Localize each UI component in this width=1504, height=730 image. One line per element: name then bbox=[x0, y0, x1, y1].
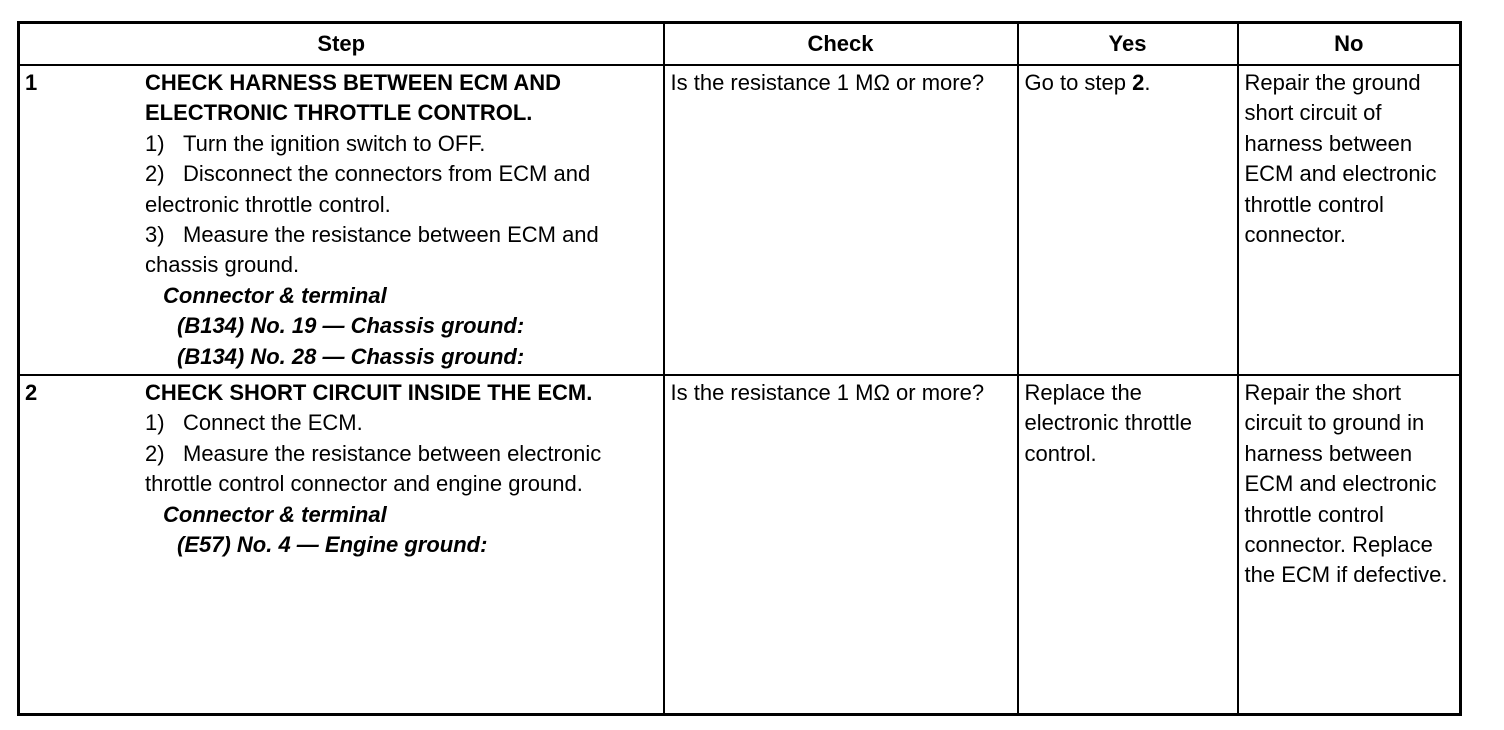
sub-step-text: Measure the resistance between ECM and bbox=[183, 222, 599, 248]
sub-step bbox=[145, 220, 657, 250]
step-cell bbox=[19, 375, 664, 715]
diagnostic-table bbox=[17, 21, 1462, 716]
connector-terminal: (B134) No. 28 — Chassis ground: bbox=[177, 343, 525, 369]
step-heading: CHECK SHORT CIRCUIT INSIDE THE ECM. bbox=[145, 380, 593, 405]
header-step: Step bbox=[19, 23, 664, 66]
connector-label: Connector & terminal bbox=[163, 501, 387, 527]
sub-step bbox=[145, 408, 657, 438]
step-cell bbox=[19, 65, 664, 375]
no-cell bbox=[1238, 375, 1461, 715]
no-action: Repair the short circuit to ground in harness between ECM and electronic throttle control connector. Replace the ECM if defective. bbox=[1244, 380, 1448, 588]
sub-step-continuation: electronic throttle control. bbox=[145, 191, 391, 217]
sub-step-number: 2) bbox=[145, 440, 165, 466]
sub-step-continuation: throttle control connector and engine ground. bbox=[145, 471, 583, 497]
step-heading: CHECK HARNESS BETWEEN ECM AND bbox=[145, 70, 561, 95]
header-row bbox=[19, 23, 1461, 66]
sub-step-number: 2) bbox=[145, 161, 165, 187]
connector-terminal: (E57) No. 4 — Engine ground: bbox=[177, 532, 488, 558]
table-row bbox=[19, 375, 1461, 715]
no-action: Repair the ground short circuit of harness between ECM and electronic throttle control connector. bbox=[1244, 70, 1437, 248]
sub-step-text: Connect the ECM. bbox=[183, 410, 363, 436]
sub-step-number: 1) bbox=[145, 130, 165, 156]
header-no: No bbox=[1238, 23, 1461, 66]
step-number: 2 bbox=[25, 380, 38, 405]
check-question: Is the resistance 1 MΩ or more? bbox=[670, 70, 985, 95]
yes-suffix: . bbox=[1144, 70, 1151, 95]
check-cell bbox=[664, 65, 1018, 375]
sub-step-text: Turn the ignition switch to OFF. bbox=[183, 130, 486, 156]
no-cell bbox=[1238, 65, 1461, 375]
check-question: Is the resistance 1 MΩ or more? bbox=[670, 380, 985, 405]
table-row bbox=[19, 65, 1461, 375]
yes-cell bbox=[1018, 65, 1238, 375]
connector-terminal: (B134) No. 19 — Chassis ground: bbox=[177, 313, 525, 339]
step-number: 1 bbox=[25, 70, 38, 95]
header-check: Check bbox=[664, 23, 1018, 66]
sub-step-number: 3) bbox=[145, 222, 165, 248]
connector-label: Connector & terminal bbox=[163, 282, 387, 308]
sub-step-continuation: chassis ground. bbox=[145, 252, 300, 278]
yes-cell bbox=[1018, 375, 1238, 715]
yes-action: Replace the electronic throttle control. bbox=[1024, 380, 1193, 466]
yes-step-ref: 2 bbox=[1132, 70, 1145, 95]
yes-text: Go to step bbox=[1024, 70, 1133, 95]
check-cell bbox=[664, 375, 1018, 715]
sub-step-text: Measure the resistance between electronic bbox=[183, 440, 602, 466]
sub-step-text: Disconnect the connectors from ECM and bbox=[183, 161, 591, 187]
sub-step bbox=[145, 159, 657, 189]
step-heading: ELECTRONIC THROTTLE CONTROL. bbox=[145, 100, 533, 126]
sub-step bbox=[145, 439, 657, 469]
header-yes: Yes bbox=[1018, 23, 1238, 66]
sub-step bbox=[145, 129, 657, 159]
sub-step-number: 1) bbox=[145, 410, 165, 436]
